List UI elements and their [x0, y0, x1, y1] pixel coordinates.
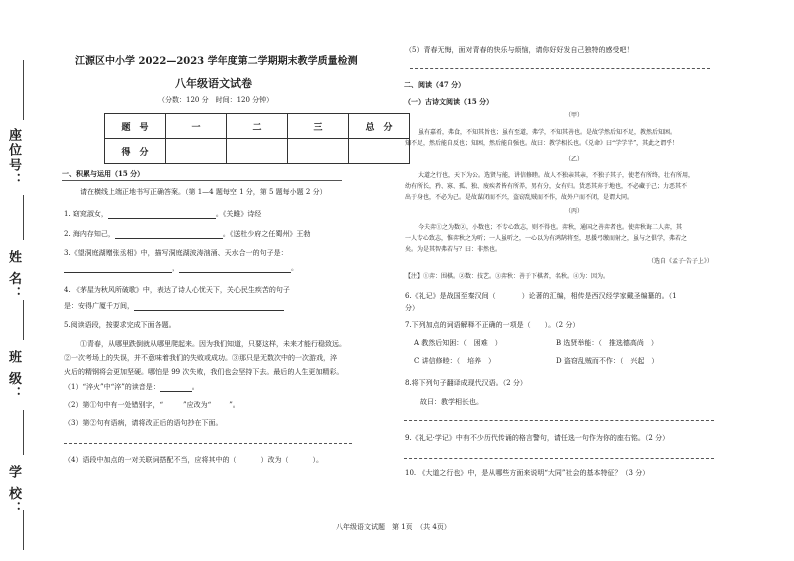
subsection-heading: （一）古诗文阅读（15 分）	[404, 97, 494, 106]
q2-text: 2. 海内存知己，	[64, 230, 115, 238]
passage-label-yi: （乙）	[565, 156, 584, 163]
score-info: （分数：120 分 时间：120 分钟）	[158, 96, 274, 104]
q7-option-d[interactable]: D 盗窃乱贼而不作：（ 兴起 ）	[556, 357, 659, 365]
q8-sentence: 故曰：教学相长也。	[420, 398, 483, 406]
exam-title: 江源区中小学 2022—2023 学年度第二学期期末教学质量检测	[75, 56, 358, 67]
sq2-end: ”。	[229, 401, 240, 409]
score-input-cell[interactable]	[227, 139, 288, 164]
sq5-answer-line[interactable]	[410, 68, 710, 69]
score-input-cell[interactable]	[288, 139, 349, 164]
score-cell: 总 分	[349, 114, 410, 139]
passage-line: ①青春，从哪里跌倒就从哪里爬起来。因为我们知道，只要这样，未来才能行稳致远。	[80, 340, 346, 348]
question-5: 5.阅读语段，按要求完成下面各题。	[64, 321, 176, 329]
q7-option-c[interactable]: C 讲信修睦：（ 培养 ）	[414, 357, 496, 365]
q3-answer-line: ， 。	[64, 264, 298, 273]
section-1-instructions: 请在横线上端正地书写正确答案。（第 1—4 题每空 1 分，第 5 题每小题 2 分）	[80, 188, 327, 196]
score-input-cell[interactable]	[166, 139, 227, 164]
q6-rest: ）论著的汇编，相传是西汉经学家戴圣编纂的。（1	[521, 292, 677, 300]
q4-answer-blank[interactable]	[134, 302, 284, 311]
passage-note: 【注】①弈：围棋。②数：技艺。③弈秋：善于下棋者，名秋。④为：因为。	[405, 273, 610, 280]
score-cell: 二	[227, 114, 288, 139]
q2-source: 。《送杜少府之任蜀州》王勃	[222, 230, 311, 238]
score-cell: 题 号	[105, 114, 166, 139]
question-1	[64, 210, 261, 219]
score-table-score-row	[105, 139, 410, 164]
q1-source: 。《关雎》诗经	[215, 210, 262, 218]
score-cell: 三	[288, 114, 349, 139]
q7-option-b[interactable]: B 选贤举能：（ 推选德高尚 ）	[556, 339, 658, 347]
q6-text: 6.《礼记》是战国至秦汉间（	[405, 292, 496, 300]
passage-line: 幼有所长，矜、寡、孤、独、废疾者皆有所养，男有分，女有归。货恶其弃于地也，不必藏于己；力恶其不	[405, 183, 688, 190]
page-footer: 八年级语文试题 第 1页 （共 4页）	[336, 523, 451, 531]
q9-answer-line[interactable]	[404, 458, 714, 459]
sub-question-1: （1）“淬火”中“淬”的读音是： 。	[64, 383, 199, 391]
sq4-end: ）。	[312, 456, 323, 464]
seat-label: 座位号：	[6, 128, 21, 188]
sq1-answer-blank[interactable]	[160, 383, 192, 392]
q1-answer-blank[interactable]	[108, 210, 216, 219]
section-1-heading: 一、积累与运用（15 分）	[62, 169, 145, 178]
binding-line	[23, 60, 24, 120]
question-9: 9.《礼记·学记》中有不少历代传诵的格言警句，请任选一句作为你的座右铭。（2 分）	[405, 434, 670, 442]
score-input-cell[interactable]	[349, 139, 410, 164]
passage-line: 大道之行也，天下为公。选贤与能，讲信修睦。故人不独亲其亲，不独子其子，使老有所终，壮有所用，	[418, 172, 695, 179]
score-table-header-row	[105, 114, 410, 139]
q4-answer-line	[64, 302, 284, 311]
passage-label-bing: （丙）	[565, 208, 584, 215]
sub-question-2	[64, 401, 240, 410]
passage-line: 一人专心致志，惟弈秋之为听；一人虽听之，一心以为有鸿鹄将至，思援弓缴而射之，虽与之俱学，弗若之	[405, 235, 688, 242]
passage-line: 虽有嘉肴，弗食，不知其旨也；虽有至道，弗学，不知其善也。是故学然后知不足，教然后知困。	[418, 129, 677, 136]
question-4: 4. 《茅屋为秋风所破歌》中，表达了诗人心忧天下，关心民生疾苦的句子	[64, 286, 290, 294]
question-6	[405, 292, 677, 301]
passage-source: （选自《孟子·告子上》）	[648, 258, 713, 265]
score-cell: 得 分	[105, 139, 166, 164]
q3-answer-blank[interactable]	[179, 264, 291, 273]
question-7: 7.下列加点的词语解释不正确的一项是（ ）。（2 分）	[405, 321, 580, 329]
q4-prefix: 是：安得广厦千万间，	[64, 302, 134, 310]
sq3-answer-line[interactable]	[64, 443, 352, 444]
sq1-text: （1）“淬火”中“淬”的读音是：	[64, 383, 160, 391]
passage-line: 今夫弈①之为数②，小数也；不专心致志，则不得也。弈秋，通国之善弈者也。使弈秋诲二人弈，其	[418, 224, 683, 231]
q2-answer-blank[interactable]	[115, 230, 223, 239]
binding-line	[23, 195, 24, 240]
passage-line: 出于身也，不必为己。是故谋闭而不兴，盗窃乱贼而不作，故外户而不闭，是谓大同。	[405, 194, 634, 201]
question-10: 10. 《大道之行也》中，是从哪些方面来说明“大同”社会的基本特征？（3 分）	[405, 469, 650, 477]
question-2	[64, 230, 310, 239]
class-label: 班 级：	[6, 350, 21, 402]
exam-subtitle: 八年级语文试卷	[175, 77, 252, 90]
divider	[62, 180, 342, 181]
binding-line	[23, 510, 24, 550]
sq2-text: （2）第①句中有一处错别字，“	[64, 401, 164, 409]
passage-line: 知不足，然后能自反也；知困，然后能自强也。故曰：教学相长也。《兑命》曰“学学半”，其此之谓乎！	[405, 140, 679, 147]
passage-line: 火后的精钢将会更加坚硬。哪怕是 99 次失败，我们也会坚持下去。最后的人生更加精彩。	[64, 368, 344, 376]
passage-line: ②一次考场上的失误，并不意味着我们的失败或成功。③那只是无数次中的一次游戏，淬	[64, 354, 337, 362]
q7-option-a[interactable]: A 教然后知困：（ 困难 ）	[414, 339, 502, 347]
binding-line	[23, 300, 24, 340]
sub-question-3: （3）第②句有语病，请将改正后的语句抄在下面。	[64, 419, 223, 427]
sq2-mid: ”应改为“	[183, 401, 212, 409]
score-cell: 一	[166, 114, 227, 139]
binding-line	[23, 410, 24, 455]
school-label: 学 校：	[6, 465, 21, 517]
sq4-text: （4）语段中加点的一对关联词搭配不当，应将其中的（	[64, 456, 237, 464]
q1-text: 1. 窈窕淑女，	[64, 210, 108, 218]
passage-label-jia: （甲）	[565, 112, 584, 119]
q3-answer-blank[interactable]	[64, 264, 172, 273]
sub-question-5: （5）青春无悔，面对青春的快乐与烦恼，请你好好发自己独特的感受吧！	[405, 46, 634, 54]
question-8: 8.将下列句子翻译成现代汉语。（2 分）	[405, 379, 527, 387]
name-label: 姓 名：	[6, 250, 21, 302]
q6-score: 分）	[405, 304, 419, 312]
sub-question-4	[64, 456, 323, 465]
passage-line: 矣。为是其智弗若与？曰：非然也。	[405, 246, 502, 253]
score-table	[104, 113, 410, 164]
question-3: 3.《望洞庭湖赠张丞相》中，描写洞庭湖波涛汹涌、天水合一的句子是：	[64, 249, 288, 257]
sq4-mid: ）改为（	[260, 456, 289, 464]
section-2-heading: 二、阅读（47 分）	[404, 80, 466, 89]
q8-answer-line[interactable]	[404, 420, 714, 421]
